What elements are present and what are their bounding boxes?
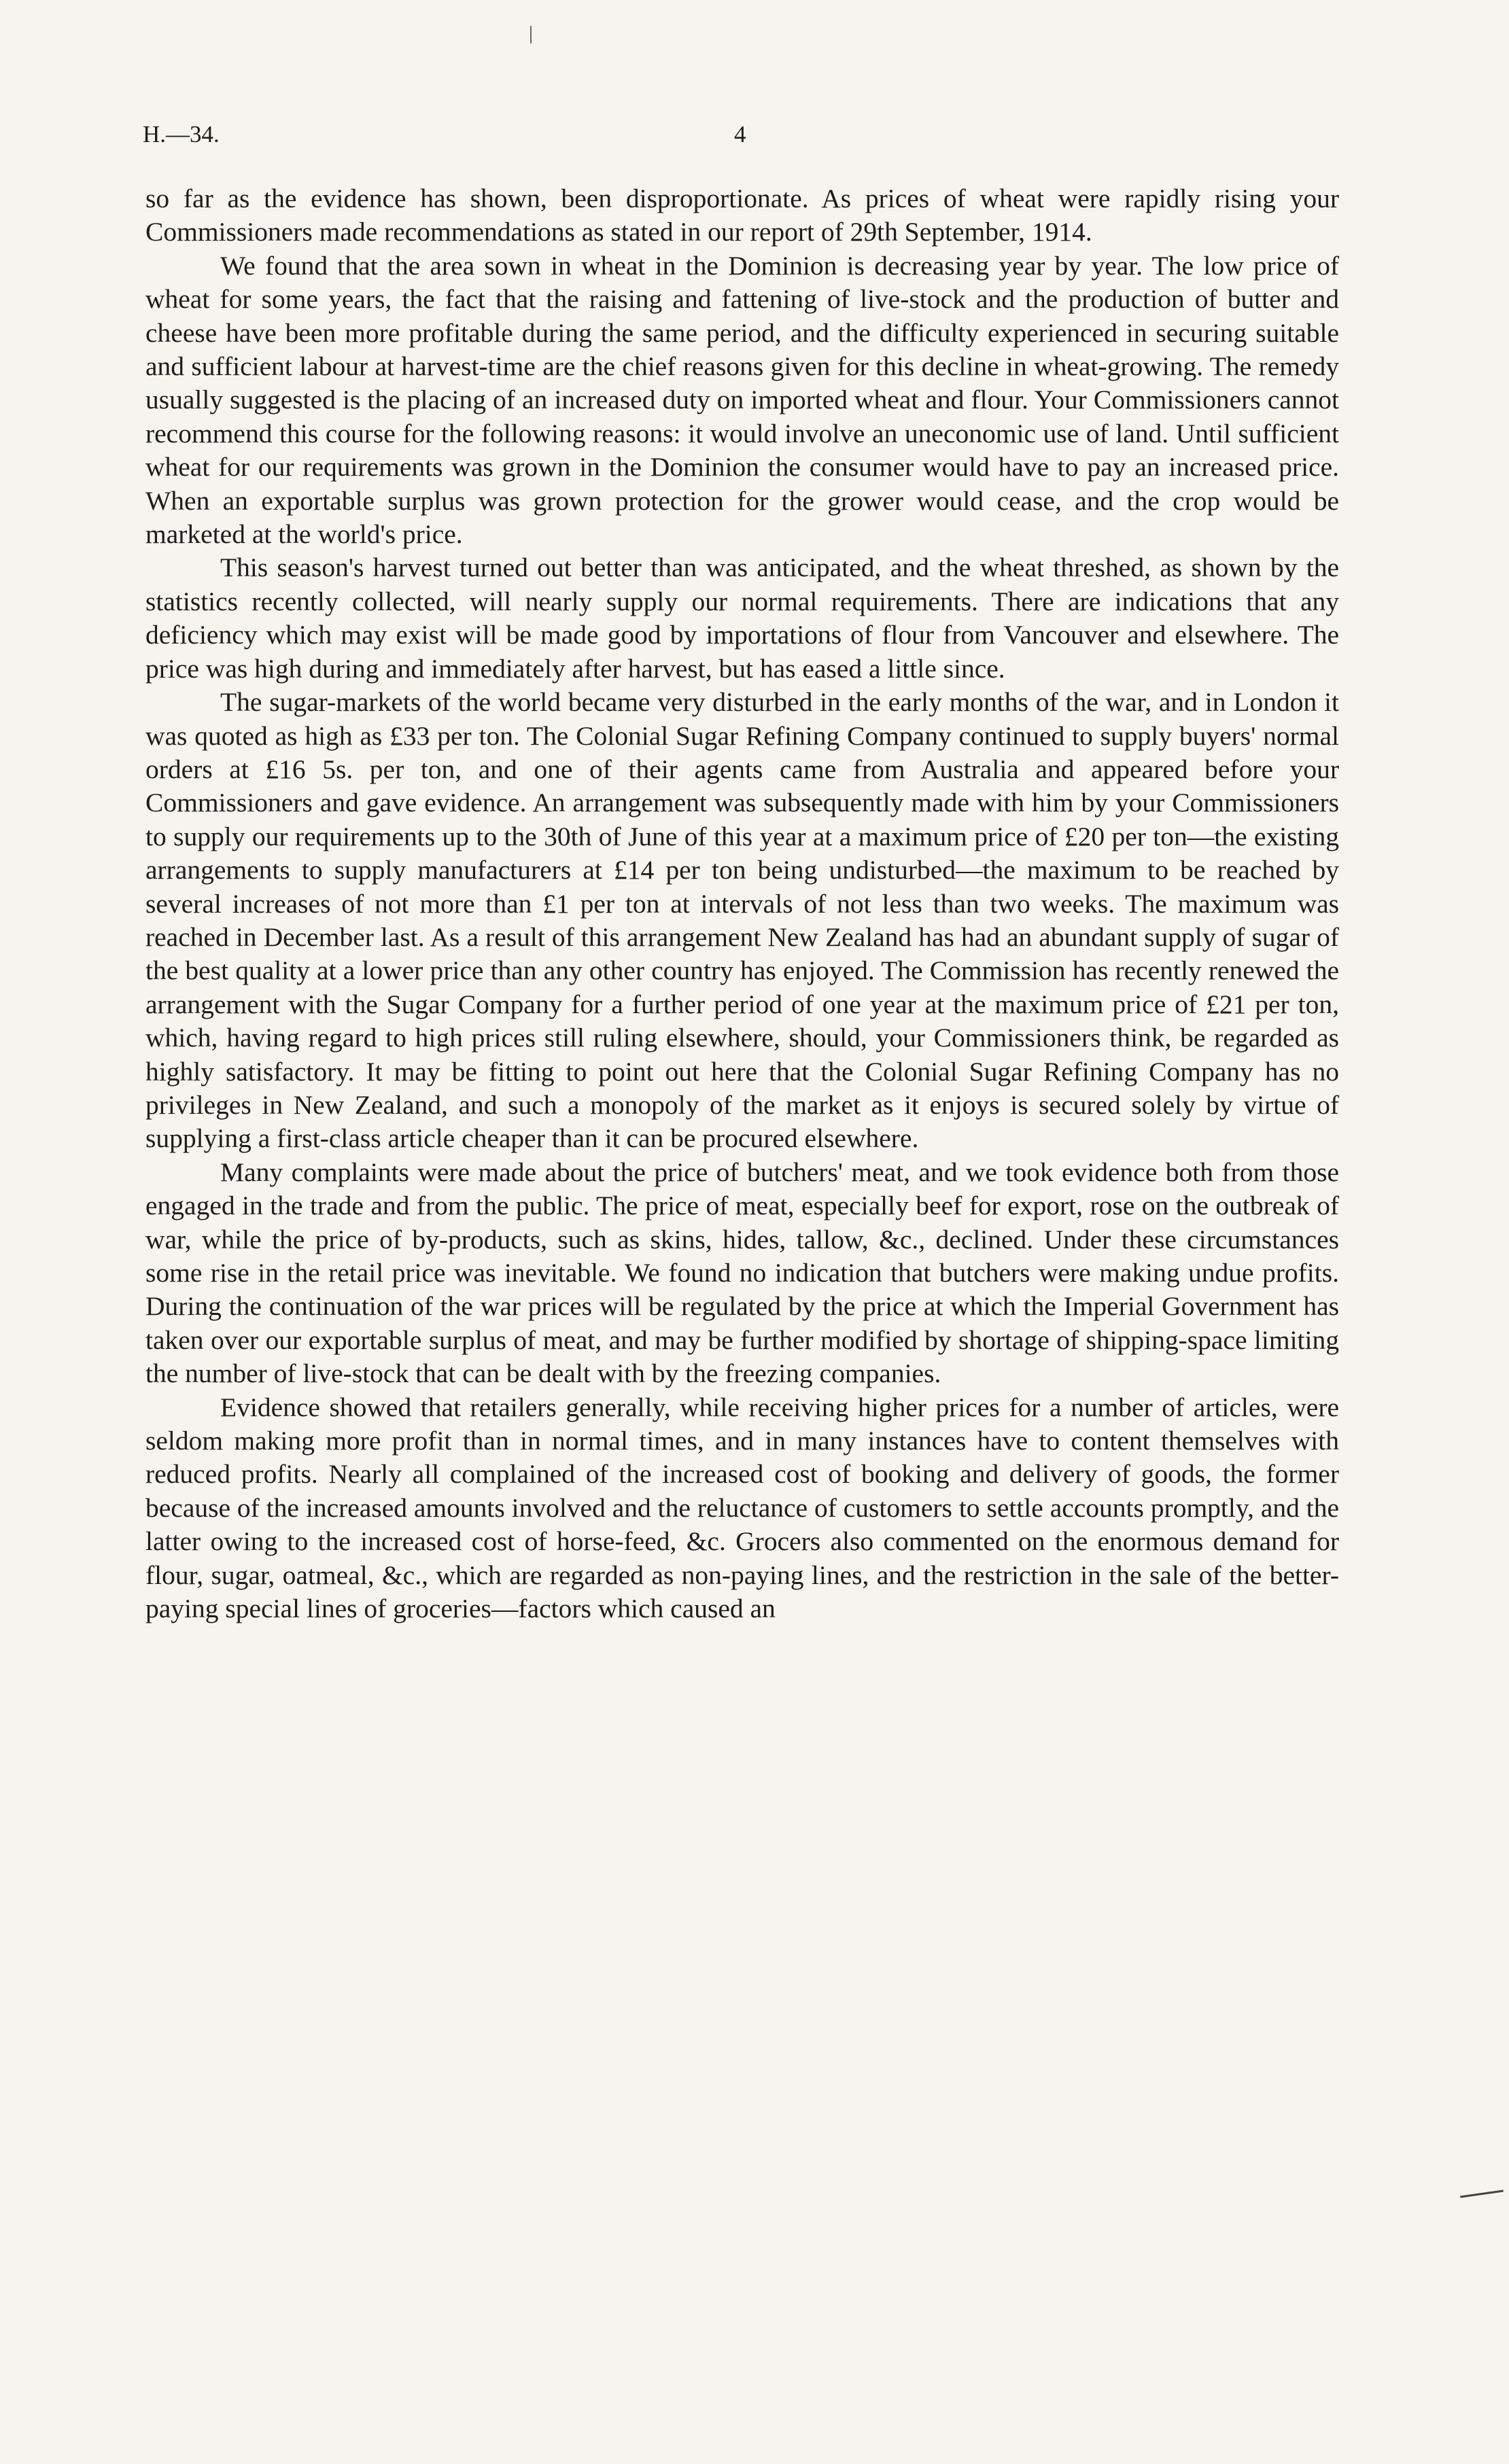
document-reference: H.—34.	[143, 121, 220, 147]
page-header	[143, 121, 1339, 155]
paragraph-sugar: The sugar-markets of the world became very disturbed in the early months of the war, and in London it was quoted as high as £33 per ton. The Colonial Sugar Refining Company continued to supply buyers' normal orders at £16 5s. per ton, and one of their agents came from Australia and appeared before your Commissioners and gave evidence. An arrangement was subsequently made with him by your Commissioners to supply our requirements up to the 30th of June of this year at a maximum price of £20 per ton—the existing arrangements to supply manufacturers at £14 per ton being undisturbed—the maximum to be reached by several increases of not more than £1 per ton at intervals of not less than two weeks. The maximum was reached in December last. As a result of this arrangement New Zealand has had an abundant supply of sugar of the best quality at a lower price than any other country has enjoyed. The Commission has recently renewed the arrangement with the Sugar Company for a further period of one year at the maximum price of £21 per ton, which, having regard to high prices still ruling elsewhere, should, your Commissioners think, be regarded as highly satisfactory. It may be fitting to point out here that the Colonial Sugar Refining Company has no privileges in New Zealand, and such a monopoly of the market as it enjoys is secured solely by virtue of supplying a first-class article cheaper than it can be procured elsewhere.	[145, 687, 1339, 1154]
paragraph-harvest: This season's harvest turned out better than was anticipated, and the wheat threshed, as shown by the statistics recently collected, will nearly supply our normal requirements. There are indications that any deficiency which may exist will be made good by importations of flour from Vancouver and elsewhere. The price was high during and immediately after harvest, but has eased a little since.	[145, 552, 1339, 684]
paragraph-wheat-area: We found that the area sown in wheat in the Dominion is decreasing year by year. The low price of wheat for some years, the fact that the raising and fattening of live-stock and the production of butter and cheese have been more profitable during the same period, and the difficulty experienced in securing suitable and sufficient labour at harvest-time are the chief reasons given for this decline in wheat-growing. The remedy usually suggested is the placing of an increased duty on imported wheat and flour. Your Commissioners cannot recommend this course for the following reasons: it would involve an uneconomic use of land. Until sufficient wheat for our requirements was grown in the Dominion the consumer would have to pay an increased price. When an exportable surplus was grown protection for the grower would cease, and the crop would be marketed at the world's price.	[145, 250, 1339, 550]
page-number: 4	[734, 121, 746, 147]
margin-pencil-mark	[1460, 2190, 1504, 2198]
paragraph-meat: Many complaints were made about the price of butchers' meat, and we took evidence both from those engaged in the trade and from the public. The price of meat, especially beef for export, rose on the outbreak of war, while the price of by-products, such as skins, hides, tallow, &c., declined. Under these circumstances some rise in the retail price was inevitable. We found no indication that butchers were making undue profits. During the continuation of the war prices will be regulated by the price at which the Imperial Government has taken over our exportable surplus of meat, and may be further modified by shortage of shipping-space limiting the number of live-stock that can be dealt with by the freezing companies.	[145, 1157, 1339, 1389]
paragraph-wheat-prices: so far as the evidence has shown, been disproportionate. As prices of wheat were rapidly rising your Commissioners made recommendations as stated in our report of 29th September, 1914.	[145, 183, 1339, 247]
paragraph-retailers: Evidence showed that retailers generally, while receiving higher prices for a number of articles, were seldom making more profit than in normal times, and in many instances have to content themselves with reduced profits. Nearly all complained of the increased cost of booking and delivery of goods, the former because of the increased amounts involved and the reluctance of customers to settle accounts promptly, and the latter owing to the increased cost of horse-feed, &c. Grocers also commented on the enormous demand for flour, sugar, oatmeal, &c., which are regarded as non-paying lines, and the restriction in the sale of the better-paying special lines of groceries—factors which caused an	[145, 1392, 1339, 1624]
binding-mark	[530, 26, 532, 43]
body-text	[145, 182, 1339, 1625]
